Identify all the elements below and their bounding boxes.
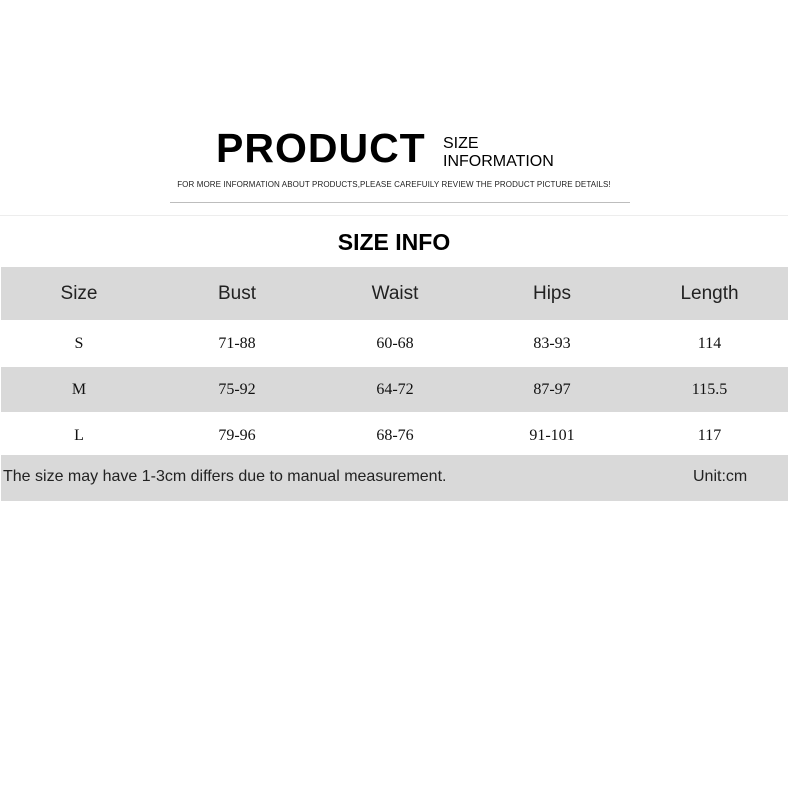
cell-waist: 64-72	[376, 380, 414, 398]
cell-size: L	[74, 426, 84, 444]
table-row	[1, 366, 788, 412]
header-note: FOR MORE INFORMATION ABOUT PRODUCTS,PLEASE CAREFUILY REVIEW THE PRODUCT PICTURE DETAILS!	[177, 180, 611, 189]
cell-length: 115.5	[691, 380, 728, 398]
unit-label: Unit:cm	[693, 468, 748, 485]
column-header-waist: Waist	[371, 282, 419, 304]
product-header	[0, 0, 788, 215]
cell-waist: 60-68	[376, 334, 414, 352]
section-divider	[0, 215, 788, 216]
cell-size: M	[71, 380, 87, 398]
column-header-length: Length	[680, 282, 739, 304]
size-label-line2: INFORMATION	[443, 153, 554, 170]
table-row	[1, 412, 788, 458]
column-header-size: Size	[60, 282, 98, 304]
size-information-label	[443, 135, 554, 171]
cell-hips: 91-101	[529, 426, 575, 444]
cell-size: S	[74, 334, 84, 352]
size-table-title: SIZE INFO	[337, 229, 451, 255]
cell-bust: 71-88	[218, 334, 256, 352]
size-label-line1: SIZE	[443, 135, 479, 152]
cell-waist: 68-76	[376, 426, 414, 444]
size-table	[1, 267, 788, 458]
product-title: PRODUCT	[216, 125, 426, 171]
cell-hips: 83-93	[533, 334, 571, 352]
cell-bust: 75-92	[218, 380, 256, 398]
cell-length: 114	[697, 334, 722, 352]
measurement-note-row	[1, 455, 788, 501]
measurement-note: The size may have 1-3cm differs due to manual measurement.	[3, 468, 447, 485]
column-header-bust: Bust	[217, 282, 257, 304]
cell-length: 117	[697, 426, 722, 444]
cell-bust: 79-96	[218, 426, 256, 444]
header-divider	[170, 202, 630, 203]
column-header-hips: Hips	[532, 282, 571, 304]
table-row	[1, 320, 788, 366]
cell-hips: 87-97	[533, 380, 571, 398]
table-header-row	[1, 267, 788, 320]
